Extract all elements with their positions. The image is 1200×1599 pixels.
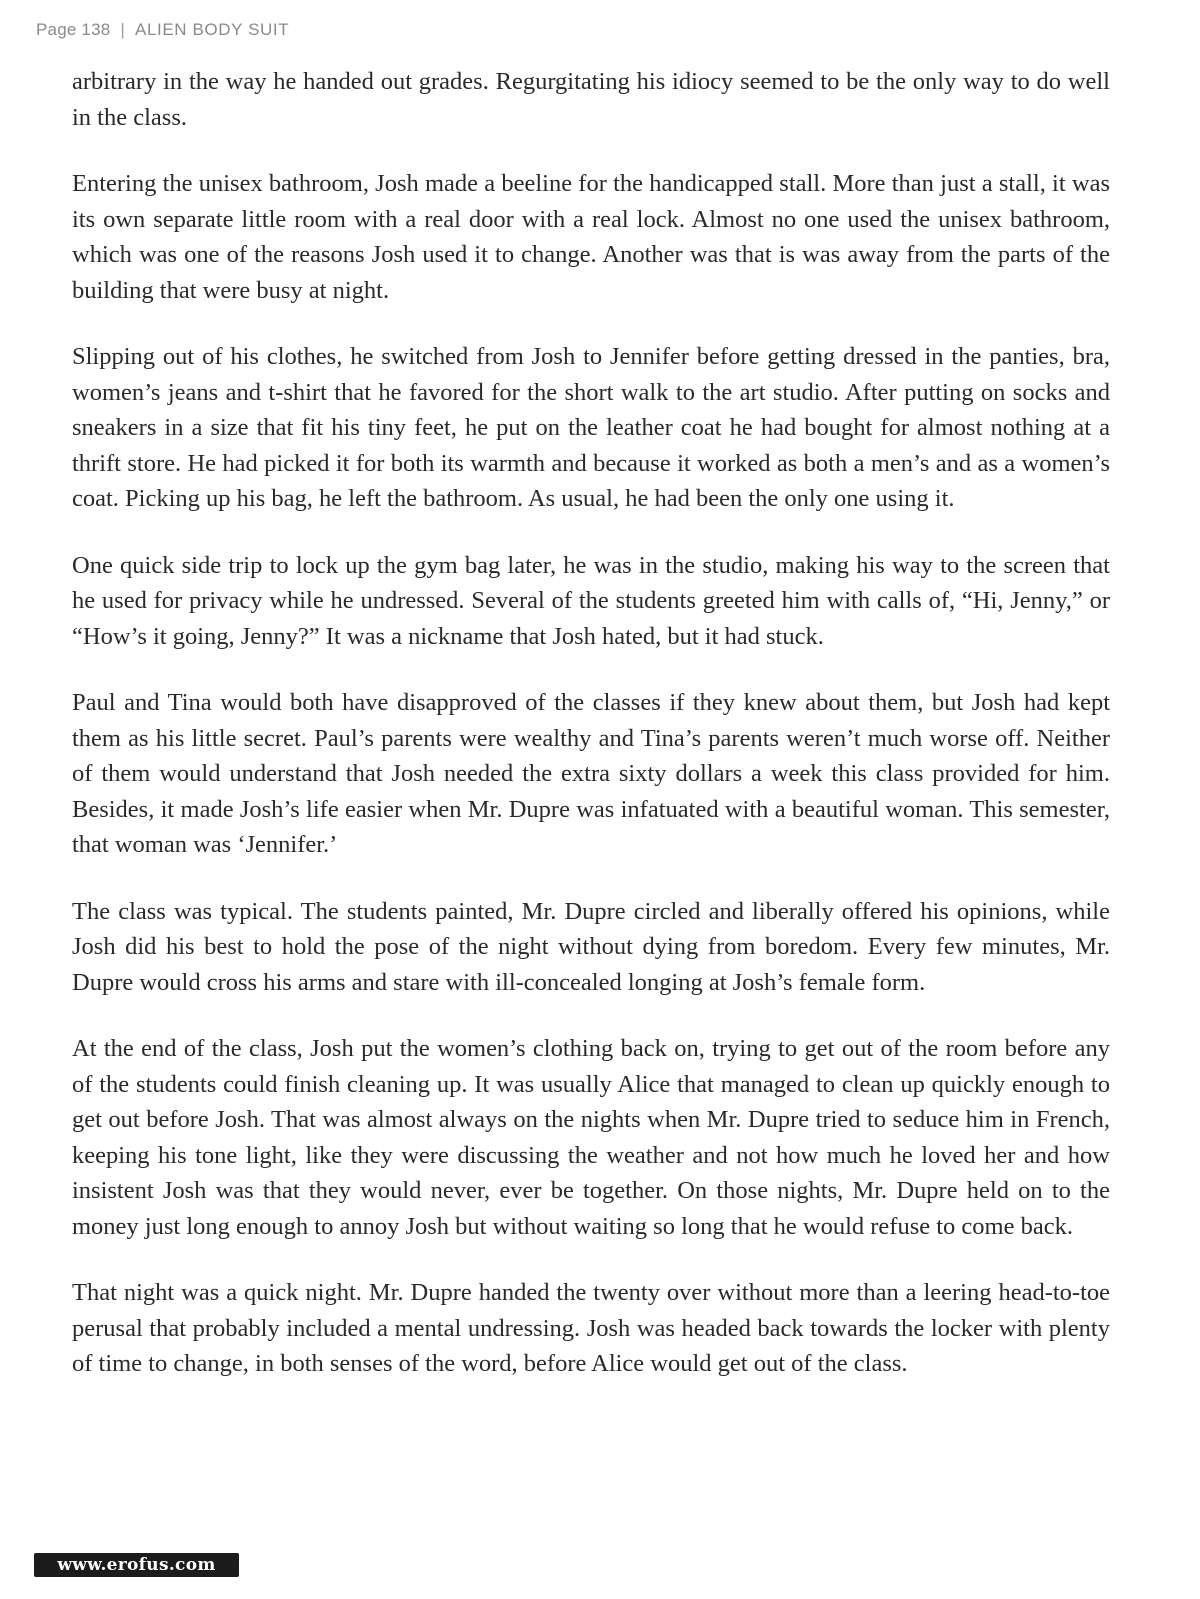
paragraph: arbitrary in the way he handed out grades. Regurgitating his idiocy seemed to be the only way to do well in the class.	[72, 68, 1110, 131]
paragraph: Paul and Tina would both have disapproved of the classes if they knew about them, but Josh had kept them as his little secret. Paul’s parents were wealthy and Tina’s parents weren’t much worse off. Neither of them would understand that Josh needed the extra sixty dollars a week this class provided for him. Besides, it made Josh’s life easier when Mr. Dupre was infatuated with a beautiful woman. This semester, that woman was ‘Jennifer.’	[72, 689, 1110, 858]
book-title: ALIEN BODY SUIT	[135, 20, 290, 39]
paragraph: Slipping out of his clothes, he switched from Josh to Jennifer before getting dressed in the panties, bra, women’s jeans and t-shirt that he favored for the short walk to the art studio. After putting on socks and sneakers in a size that fit his tiny feet, he put on the leather coat he had bought for almost nothing at a thrift store. He had picked it for both its warmth and because it worked as both a men’s and as a women’s coat. Picking up his bag, he left the bathroom. As usual, he had been the only one using it.	[72, 343, 1110, 512]
paragraph: Entering the unisex bathroom, Josh made a beeline for the handicapped stall. More than just a stall, it was its own separate little room with a real door with a real lock. Almost no one used the unisex bathroom, which was one of the reasons Josh used it to change. Another was that is was away from the parts of the building that were busy at night.	[72, 170, 1110, 304]
paragraph: That night was a quick night. Mr. Dupre handed the twenty over without more than a leering head-to-toe perusal that probably included a mental undressing. Josh was headed back towards the locker with plenty of time to change, in both senses of the word, before Alice would get out of the class.	[72, 1279, 1110, 1377]
page-header	[36, 20, 289, 40]
body-text	[72, 64, 1110, 1413]
paragraph: At the end of the class, Josh put the women’s clothing back on, trying to get out of the room before any of the students could finish cleaning up. It was usually Alice that managed to clean up quickly enough to get out before Josh. That was almost always on the nights when Mr. Dupre tried to seduce him in French, keeping his tone light, like they were discussing the weather and not how much he loved her and how insistent Josh was that they would never, ever be together. On those nights, Mr. Dupre held on to the money just long enough to annoy Josh but without waiting so long that he would refuse to come back.	[72, 1035, 1110, 1240]
watermark: www.erofus.com	[34, 1553, 239, 1577]
page-number: Page 138	[36, 20, 111, 39]
paragraph: The class was typical. The students painted, Mr. Dupre circled and liberally offered his opinions, while Josh did his best to hold the pose of the night without dying from boredom. Every few minutes, Mr. Dupre would cross his arms and stare with ill-concealed longing at Josh’s female form.	[72, 897, 1110, 996]
paragraph: One quick side trip to lock up the gym bag later, he was in the studio, making his way to the screen that he used for privacy while he undressed. Several of the students greeted him with calls of, “Hi, Jenny,” or “How’s it going, Jenny?” It was a nickname that Josh hated, but it had stuck.	[72, 551, 1110, 650]
header-separator: |	[120, 20, 126, 39]
